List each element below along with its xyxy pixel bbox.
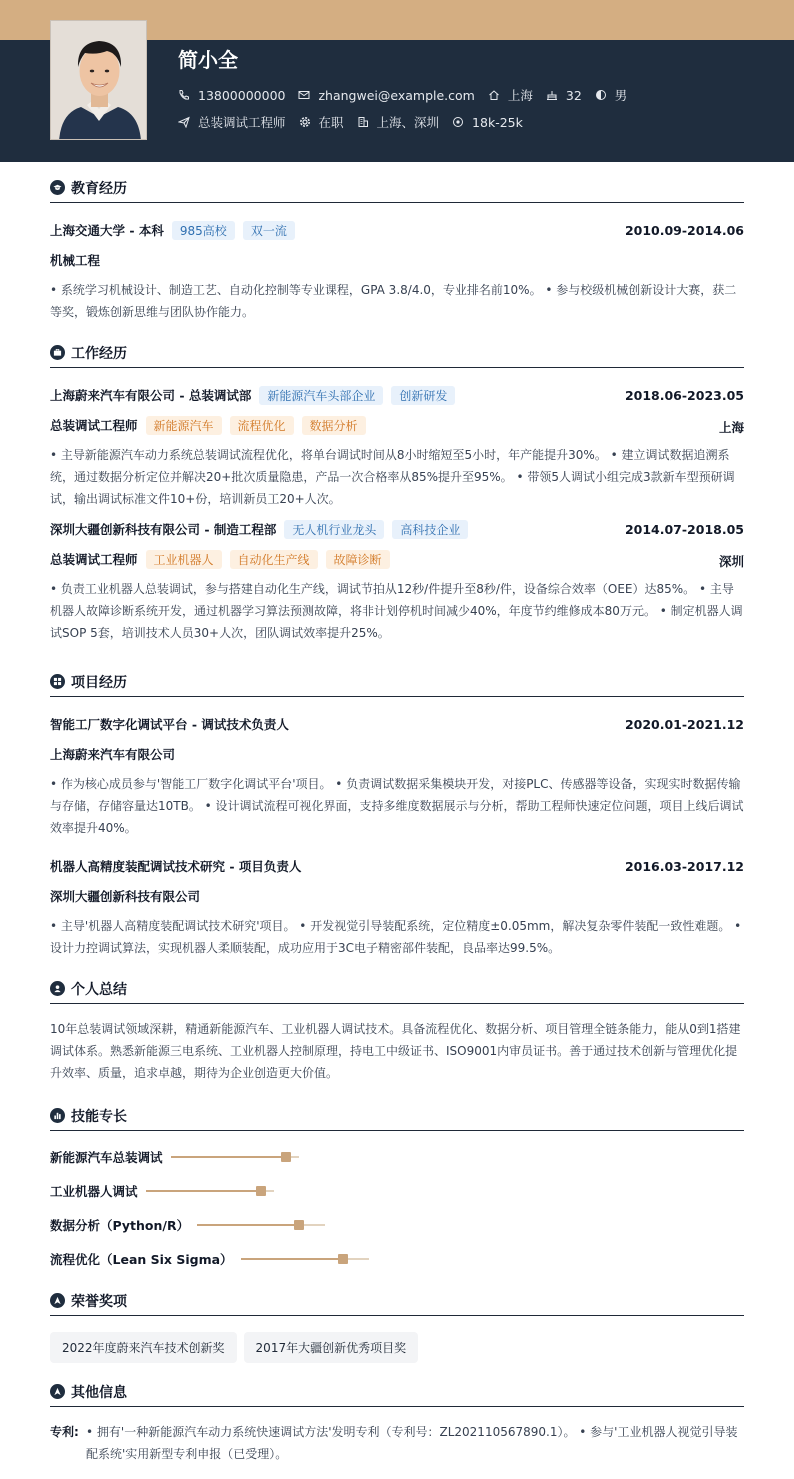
- skill-bar: [241, 1258, 369, 1260]
- education-heading: 教育经历: [50, 179, 744, 203]
- user-icon: [50, 981, 65, 996]
- skill-item: [50, 1140, 744, 1174]
- project-date: 2016.03-2017.12: [624, 859, 744, 874]
- skill-fill: [197, 1224, 299, 1226]
- education-desc: • 系统学习机械设计、制造工艺、自动化控制等专业课程，GPA 3.8/4.0，专业排名前10%。 • 参与校级机械创新设计大赛，获二等奖，锻炼创新思维与团队协作能力。: [50, 283, 737, 319]
- phone-text: 13800000000: [198, 87, 286, 103]
- status-item: [299, 113, 344, 131]
- work-location: 深圳: [718, 554, 744, 569]
- candidate-name: 简小全: [178, 48, 238, 72]
- other-heading: 其他信息: [50, 1383, 744, 1407]
- avatar-photo: [51, 21, 147, 140]
- company-tag: 新能源汽车头部企业: [259, 386, 383, 405]
- skill-name: 工业机器人调试: [50, 1184, 138, 1199]
- skills-section: [50, 1107, 744, 1276]
- briefcase-icon: [50, 345, 65, 360]
- honor-item: 2022年度蔚来汽车技术创新奖: [50, 1332, 237, 1363]
- project-desc: • 作为核心成员参与'智能工厂数字化调试平台'项目。 • 负责调试数据采集模块开发，对接PLC、传感器等设备，实现实时数据传输与存储，存储容量达10TB。 • 设计调试流程可视化界面，支持多维度数据展示与分析，帮助工程师快速定位问题，项目上线后调试效率提升40%。: [50, 777, 744, 835]
- job-intent-row: [178, 113, 536, 131]
- skill-bar: [197, 1224, 325, 1226]
- skill-bar: [171, 1156, 299, 1158]
- award-icon: [50, 1384, 65, 1399]
- coin-icon: [452, 116, 464, 128]
- work-date: 2018.06-2023.05: [624, 388, 744, 403]
- school-name: 上海交通大学 - 本科: [50, 223, 164, 238]
- education-date: 2010.09-2014.06: [624, 223, 744, 238]
- work-heading: 工作经历: [50, 344, 744, 368]
- skill-knob: [256, 1186, 266, 1196]
- job-target-item: [178, 113, 286, 131]
- skill-fill: [241, 1258, 343, 1260]
- summary-section: [50, 980, 744, 1084]
- home-icon: [488, 89, 500, 101]
- graduation-cap-icon: [50, 180, 65, 195]
- company-name: 上海蔚来汽车有限公司 - 总装调试部: [50, 388, 252, 403]
- project-title: 智能工厂数字化调试平台 - 调试技术负责人: [50, 717, 289, 732]
- project-desc: • 主导'机器人高精度装配调试技术研究'项目。 • 开发视觉引导装配系统，定位精度±0.05mm，解决复杂零件装配一致性难题。 • 设计力控调试算法，实现机器人柔顺装配，成功应用于3C电子精密部件装配，良品率达99.5%。: [50, 919, 742, 955]
- honors-heading: 荣誉奖项: [50, 1292, 744, 1316]
- skill-knob: [281, 1152, 291, 1162]
- education-section: [50, 179, 744, 323]
- project-entry: [50, 855, 744, 959]
- email-text: zhangwei@example.com: [318, 87, 475, 103]
- work-section: [50, 344, 744, 644]
- project-entry: [50, 713, 744, 839]
- job-target-text: 总装调试工程师: [198, 115, 286, 130]
- status-text: 在职: [318, 115, 344, 130]
- role-tag: 故障诊断: [326, 550, 390, 569]
- phone-icon: [178, 89, 190, 101]
- preferred-city-text: 上海、深圳: [376, 115, 440, 130]
- company-tag: 创新研发: [391, 386, 455, 405]
- company-tag: 高科技企业: [392, 520, 468, 539]
- education-entry: [50, 219, 744, 323]
- role-title: 总装调试工程师: [50, 552, 138, 567]
- salary-text: 18k-25k: [472, 114, 523, 130]
- gender-icon: [595, 89, 607, 101]
- projects-section: [50, 673, 744, 959]
- work-entry: [50, 518, 744, 644]
- company-tag: 无人机行业龙头: [284, 520, 384, 539]
- project-date: 2020.01-2021.12: [624, 717, 744, 732]
- age-text: 32: [565, 87, 582, 103]
- role-tag: 新能源汽车: [146, 416, 222, 435]
- work-entry: [50, 384, 744, 510]
- preferred-city-item: [357, 113, 440, 131]
- school-tag: 985高校: [172, 221, 235, 240]
- work-location: 上海: [718, 420, 744, 435]
- summary-text: 10年总装调试领域深耕，精通新能源汽车、工业机器人调试技术。具备流程优化、数据分析、项目管理全链条能力，能从0到1搭建调试体系。熟悉新能源三电系统、工业机器人控制原理，持电工中级证书、ISO9001内审员证书。善于通过技术创新与管理优化提升效率、质量，追求卓越，期待为企业创造更大价值。: [50, 1022, 741, 1080]
- send-icon: [178, 116, 190, 128]
- gender-text: 男: [614, 88, 628, 103]
- patent-text: • 拥有'一种新能源汽车动力系统快速调试方法'发明专利（专利号：ZL202110567890.1）。 • 参与'工业机器人视觉引导装配系统'实用新型专利申报（已受理）。: [86, 1425, 738, 1461]
- role-tag: 自动化生产线: [230, 550, 318, 569]
- gender-item: [595, 86, 628, 104]
- school-tag: 双一流: [243, 221, 295, 240]
- age-item: [546, 88, 582, 103]
- skills-list: [50, 1140, 744, 1276]
- city-text: 上海: [507, 88, 533, 103]
- major: 机械工程: [50, 253, 101, 268]
- grid-icon: [50, 674, 65, 689]
- skill-item: [50, 1174, 744, 1208]
- project-org: 深圳大疆创新科技有限公司: [50, 889, 201, 904]
- summary-heading: 个人总结: [50, 980, 744, 1004]
- honors-list: [50, 1332, 744, 1363]
- patent-row: [50, 1421, 744, 1465]
- contact-row: [178, 86, 640, 104]
- skill-name: 流程优化（Lean Six Sigma）: [50, 1252, 233, 1267]
- honors-section: [50, 1292, 744, 1363]
- work-date: 2014.07-2018.05: [624, 522, 744, 537]
- skill-name: 新能源汽车总装调试: [50, 1150, 163, 1165]
- skill-knob: [338, 1254, 348, 1264]
- cake-icon: [546, 89, 558, 101]
- skill-fill: [146, 1190, 261, 1192]
- email-item: [298, 88, 474, 103]
- skill-fill: [171, 1156, 286, 1158]
- projects-heading: 项目经历: [50, 673, 744, 697]
- skill-bar: [146, 1190, 274, 1192]
- phone-item: [178, 88, 285, 103]
- award-icon: [50, 1293, 65, 1308]
- skill-item: [50, 1208, 744, 1242]
- bar-chart-icon: [50, 1108, 65, 1123]
- role-tag: 工业机器人: [146, 550, 222, 569]
- other-section: [50, 1383, 744, 1465]
- project-title: 机器人高精度装配调试技术研究 - 项目负责人: [50, 859, 302, 874]
- work-desc: • 主导新能源汽车动力系统总装调试流程优化，将单台调试时间从8小时缩短至5小时，年产能提升30%。 • 建立调试数据追溯系统，通过数据分析定位并解决20+批次质量隐患，产品一次合格率从85%提升至95%。 • 带领5人调试小组完成3款新车型预研调试，输出调试标准文件10+份，培训新员工20+人次。: [50, 448, 735, 506]
- building-icon: [357, 116, 369, 128]
- mail-icon: [298, 89, 310, 101]
- patent-label: 专利:: [50, 1425, 79, 1439]
- avatar: [50, 20, 147, 140]
- skills-heading: 技能专长: [50, 1107, 744, 1131]
- salary-item: [452, 115, 523, 130]
- role-tag: 数据分析: [302, 416, 366, 435]
- role-tag: 流程优化: [230, 416, 294, 435]
- skill-knob: [294, 1220, 304, 1230]
- skill-name: 数据分析（Python/R）: [50, 1218, 190, 1233]
- work-desc: • 负责工业机器人总装调试，参与搭建自动化生产线，调试节拍从12秒/件提升至8秒/件，设备综合效率（OEE）达85%。 • 主导机器人故障诊断系统开发，通过机器学习算法预测故障，将非计划停机时间减少40%，年度节约维修成本80万元。 • 制定机器人调试SOP 5套，培训技术人员30+人次，团队调试效率提升25%。: [50, 582, 743, 640]
- gear-icon: [299, 116, 311, 128]
- city-item: [488, 86, 533, 104]
- project-org: 上海蔚来汽车有限公司: [50, 747, 176, 762]
- honor-item: 2017年大疆创新优秀项目奖: [244, 1332, 419, 1363]
- company-name: 深圳大疆创新科技有限公司 - 制造工程部: [50, 522, 277, 537]
- skill-item: [50, 1242, 744, 1276]
- role-title: 总装调试工程师: [50, 418, 138, 433]
